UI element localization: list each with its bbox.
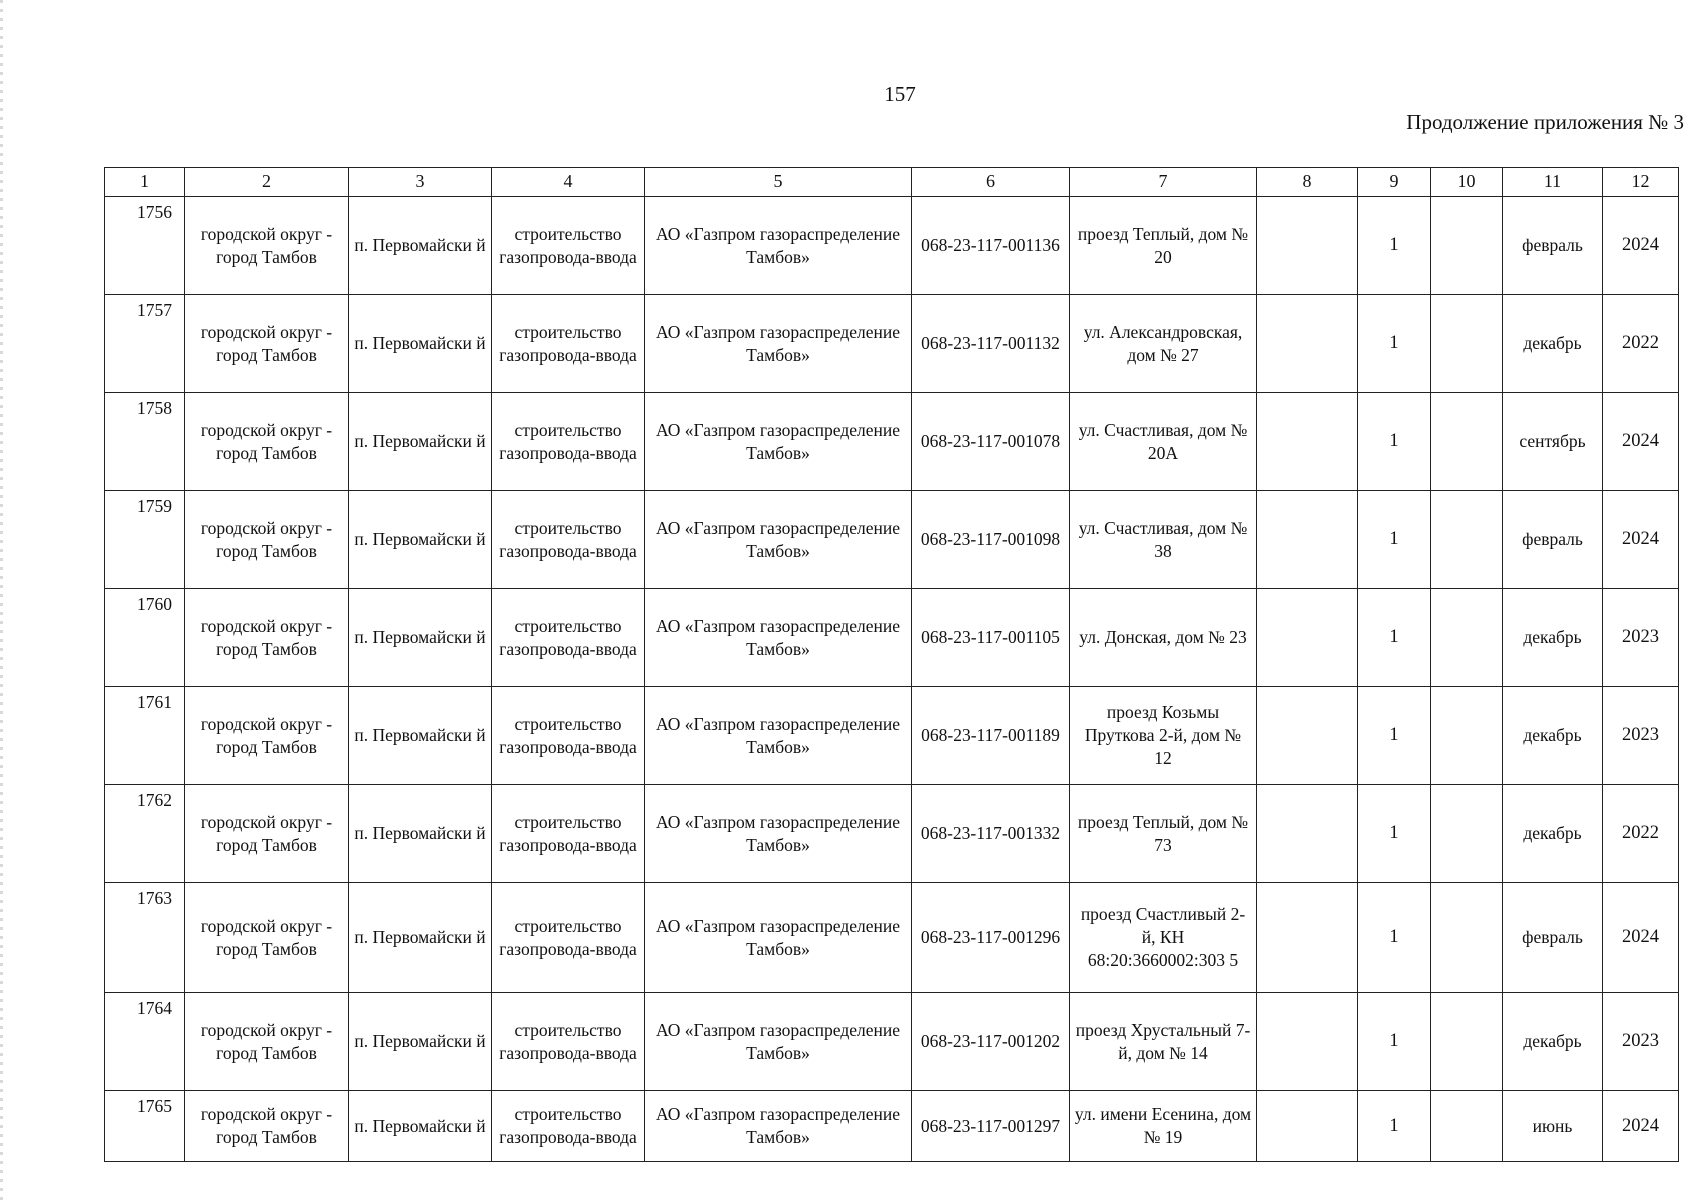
column-10-cell	[1431, 393, 1503, 491]
year-cell	[1603, 295, 1679, 393]
year-cell	[1603, 993, 1679, 1091]
organization-cell	[645, 1091, 912, 1162]
month-cell-text: декабрь	[1523, 725, 1582, 746]
work-type-cell	[492, 883, 645, 993]
row-number-cell	[105, 295, 185, 393]
column-8-cell	[1257, 491, 1358, 589]
organization-cell	[645, 295, 912, 393]
column-10-cell	[1431, 589, 1503, 687]
object-code-cell-text: 068-23-117-001098	[920, 529, 1061, 550]
month-cell-text: февраль	[1522, 927, 1583, 948]
settlement-cell	[349, 197, 492, 295]
settlement-cell	[349, 883, 492, 993]
column-10-cell	[1431, 993, 1503, 1091]
column-8-cell	[1257, 295, 1358, 393]
district-cell	[185, 197, 349, 295]
object-code-cell	[912, 491, 1070, 589]
month-cell-text: сентябрь	[1519, 431, 1586, 452]
month-cell	[1503, 687, 1603, 785]
row-number-cell-text: 1756	[137, 202, 172, 222]
settlement-cell-text: п. Первомайски й	[354, 431, 486, 452]
address-cell	[1070, 393, 1257, 491]
address-cell-text: ул. Счастливая, дом № 20А	[1078, 419, 1248, 463]
district-cell-text: городской округ - город Тамбов	[200, 1019, 333, 1063]
address-cell	[1070, 1091, 1257, 1162]
organization-cell-text: АО «Газпром газораспределение Тамбов»	[656, 1104, 900, 1147]
district-cell-text: городской округ - город Тамбов	[200, 811, 333, 855]
address-cell-text: ул. Счастливая, дом № 38	[1078, 517, 1248, 561]
row-number-cell	[105, 1091, 185, 1162]
object-code-cell	[912, 589, 1070, 687]
district-cell-text: городской округ - город Тамбов	[200, 517, 333, 561]
month-cell-text: декабрь	[1523, 1031, 1582, 1052]
district-cell	[185, 589, 349, 687]
settlement-cell	[349, 785, 492, 883]
settlement-cell	[349, 1091, 492, 1162]
year-cell	[1603, 589, 1679, 687]
month-cell	[1503, 589, 1603, 687]
month-cell	[1503, 883, 1603, 993]
quantity-cell-text: 1	[1389, 627, 1399, 648]
quantity-cell-text: 1	[1389, 927, 1399, 948]
row-number-cell	[105, 785, 185, 883]
settlement-cell-text: п. Первомайски й	[354, 235, 486, 256]
organization-cell-text: АО «Газпром газораспределение Тамбов»	[656, 713, 900, 757]
address-cell	[1070, 589, 1257, 687]
quantity-cell-text: 1	[1389, 1031, 1399, 1052]
address-cell	[1070, 687, 1257, 785]
organization-cell-text: АО «Газпром газораспределение Тамбов»	[656, 223, 900, 267]
settlement-cell-text: п. Первомайски й	[354, 927, 486, 948]
quantity-cell	[1358, 589, 1431, 687]
address-cell	[1070, 197, 1257, 295]
quantity-cell	[1358, 687, 1431, 785]
registry-table	[104, 167, 1679, 1162]
work-type-cell-text: строительство газопровода-ввода	[499, 517, 637, 561]
object-code-cell-text: 068-23-117-001332	[920, 823, 1061, 844]
address-cell-text: проезд Теплый, дом № 73	[1077, 811, 1249, 855]
address-cell	[1070, 491, 1257, 589]
organization-cell-text: АО «Газпром газораспределение Тамбов»	[656, 321, 900, 365]
quantity-cell	[1358, 393, 1431, 491]
column-header-9: 9	[1358, 168, 1431, 197]
work-type-cell-text: строительство газопровода-ввода	[499, 321, 637, 365]
work-type-cell	[492, 589, 645, 687]
column-8-cell	[1257, 1091, 1358, 1162]
object-code-cell	[912, 393, 1070, 491]
work-type-cell	[492, 993, 645, 1091]
organization-cell-text: АО «Газпром газораспределение Тамбов»	[656, 811, 900, 855]
quantity-cell-text: 1	[1389, 1115, 1399, 1136]
year-cell-text: 2024	[1622, 1115, 1659, 1136]
address-cell-text: ул. Александровская, дом № 27	[1083, 321, 1243, 365]
month-cell-text: декабрь	[1523, 333, 1582, 354]
table-row	[105, 491, 1679, 589]
work-type-cell-text: строительство газопровода-ввода	[499, 1104, 637, 1147]
table-row	[105, 1091, 1679, 1162]
column-10-cell	[1431, 785, 1503, 883]
table-row	[105, 687, 1679, 785]
column-header-4: 4	[492, 168, 645, 197]
quantity-cell-text: 1	[1389, 823, 1399, 844]
column-10-cell	[1431, 883, 1503, 993]
year-cell-text: 2023	[1622, 1031, 1659, 1052]
object-code-cell	[912, 993, 1070, 1091]
year-cell-text: 2024	[1622, 927, 1659, 948]
page-number: 157	[884, 82, 916, 106]
settlement-cell	[349, 491, 492, 589]
object-code-cell-text: 068-23-117-001078	[920, 431, 1061, 452]
object-code-cell-text: 068-23-117-001132	[921, 333, 1060, 354]
object-code-cell	[912, 687, 1070, 785]
settlement-cell-text: п. Первомайски й	[354, 627, 486, 648]
organization-cell	[645, 589, 912, 687]
district-cell	[185, 993, 349, 1091]
table-row	[105, 393, 1679, 491]
column-8-cell	[1257, 393, 1358, 491]
organization-cell	[645, 687, 912, 785]
organization-cell-text: АО «Газпром газораспределение Тамбов»	[656, 419, 900, 463]
quantity-cell	[1358, 993, 1431, 1091]
year-cell-text: 2024	[1622, 529, 1659, 550]
object-code-cell-text: 068-23-117-001297	[920, 1115, 1061, 1136]
month-cell	[1503, 393, 1603, 491]
row-number-cell	[105, 393, 185, 491]
year-cell	[1603, 197, 1679, 295]
quantity-cell-text: 1	[1389, 529, 1399, 550]
work-type-cell	[492, 687, 645, 785]
organization-cell	[645, 785, 912, 883]
row-number-cell-text: 1765	[137, 1096, 172, 1116]
organization-cell-text: АО «Газпром газораспределение Тамбов»	[656, 517, 900, 561]
quantity-cell	[1358, 1091, 1431, 1162]
district-cell-text: городской округ - город Тамбов	[200, 1104, 333, 1147]
work-type-cell-text: строительство газопровода-ввода	[499, 1019, 637, 1063]
row-number-cell-text: 1761	[137, 692, 172, 712]
row-number-cell-text: 1762	[137, 790, 172, 810]
column-header-8: 8	[1257, 168, 1358, 197]
address-cell-text: проезд Хрустальный 7-й, дом № 14	[1075, 1019, 1251, 1063]
organization-cell	[645, 491, 912, 589]
column-header-10: 10	[1431, 168, 1503, 197]
month-cell-text: февраль	[1522, 529, 1583, 550]
district-cell-text: городской округ - город Тамбов	[200, 321, 333, 365]
work-type-cell-text: строительство газопровода-ввода	[499, 915, 637, 959]
work-type-cell-text: строительство газопровода-ввода	[499, 713, 637, 757]
district-cell-text: городской округ - город Тамбов	[200, 713, 333, 757]
work-type-cell-text: строительство газопровода-ввода	[499, 615, 637, 659]
column-10-cell	[1431, 1091, 1503, 1162]
column-10-cell	[1431, 295, 1503, 393]
year-cell	[1603, 785, 1679, 883]
row-number-cell	[105, 993, 185, 1091]
row-number-cell	[105, 197, 185, 295]
organization-cell	[645, 393, 912, 491]
address-cell-text: ул. Донская, дом № 23	[1079, 627, 1247, 648]
address-cell	[1070, 993, 1257, 1091]
organization-cell-text: АО «Газпром газораспределение Тамбов»	[656, 1019, 900, 1063]
address-cell	[1070, 295, 1257, 393]
quantity-cell	[1358, 491, 1431, 589]
table-row	[105, 993, 1679, 1091]
year-cell-text: 2022	[1622, 333, 1659, 354]
address-cell	[1070, 883, 1257, 993]
organization-cell-text: АО «Газпром газораспределение Тамбов»	[656, 615, 900, 659]
object-code-cell-text: 068-23-117-001105	[921, 627, 1060, 648]
object-code-cell-text: 068-23-117-001136	[921, 235, 1060, 256]
table-row	[105, 883, 1679, 993]
column-header-5: 5	[645, 168, 912, 197]
year-cell	[1603, 687, 1679, 785]
column-10-cell	[1431, 491, 1503, 589]
district-cell-text: городской округ - город Тамбов	[200, 419, 333, 463]
column-8-cell	[1257, 785, 1358, 883]
column-header-7: 7	[1070, 168, 1257, 197]
object-code-cell-text: 068-23-117-001202	[920, 1031, 1061, 1052]
year-cell	[1603, 393, 1679, 491]
district-cell	[185, 1091, 349, 1162]
quantity-cell	[1358, 883, 1431, 993]
quantity-cell-text: 1	[1389, 725, 1399, 746]
column-10-cell	[1431, 197, 1503, 295]
column-header-12: 12	[1603, 168, 1679, 197]
object-code-cell-text: 068-23-117-001296	[920, 927, 1061, 948]
object-code-cell	[912, 197, 1070, 295]
district-cell	[185, 295, 349, 393]
quantity-cell	[1358, 197, 1431, 295]
quantity-cell-text: 1	[1389, 235, 1399, 256]
row-number-cell-text: 1760	[137, 594, 172, 614]
settlement-cell	[349, 589, 492, 687]
district-cell	[185, 687, 349, 785]
settlement-cell	[349, 295, 492, 393]
address-cell-text: проезд Козьмы Пруткова 2-й, дом № 12	[1084, 702, 1242, 768]
column-8-cell	[1257, 589, 1358, 687]
object-code-cell-text: 068-23-117-001189	[921, 725, 1060, 746]
year-cell-text: 2024	[1622, 431, 1659, 452]
object-code-cell	[912, 1091, 1070, 1162]
work-type-cell	[492, 1091, 645, 1162]
settlement-cell-text: п. Первомайски й	[354, 1115, 486, 1136]
year-cell	[1603, 1091, 1679, 1162]
column-8-cell	[1257, 687, 1358, 785]
settlement-cell-text: п. Первомайски й	[354, 333, 486, 354]
organization-cell-text: АО «Газпром газораспределение Тамбов»	[656, 915, 900, 959]
settlement-cell-text: п. Первомайски й	[354, 1031, 486, 1052]
row-number-cell-text: 1763	[137, 888, 172, 908]
object-code-cell	[912, 295, 1070, 393]
month-cell-text: декабрь	[1523, 627, 1582, 648]
address-cell-text: ул. имени Есенина, дом № 19	[1074, 1104, 1252, 1147]
table-row	[105, 785, 1679, 883]
row-number-cell	[105, 883, 185, 993]
work-type-cell-text: строительство газопровода-ввода	[499, 811, 637, 855]
work-type-cell-text: строительство газопровода-ввода	[499, 223, 637, 267]
settlement-cell-text: п. Первомайски й	[354, 823, 486, 844]
row-number-cell-text: 1757	[137, 300, 172, 320]
district-cell	[185, 785, 349, 883]
column-header-1: 1	[105, 168, 185, 197]
table-body	[105, 197, 1679, 1162]
year-cell	[1603, 491, 1679, 589]
month-cell	[1503, 295, 1603, 393]
scan-edge-artifact	[0, 0, 3, 1200]
row-number-cell-text: 1759	[137, 496, 172, 516]
organization-cell	[645, 197, 912, 295]
address-cell-text: проезд Теплый, дом № 20	[1077, 223, 1249, 267]
month-cell-text: февраль	[1522, 235, 1583, 256]
appendix-continuation-note: Продолжение приложения № 3	[1406, 110, 1684, 134]
district-cell	[185, 883, 349, 993]
row-number-cell	[105, 687, 185, 785]
year-cell-text: 2023	[1622, 627, 1659, 648]
work-type-cell-text: строительство газопровода-ввода	[499, 419, 637, 463]
year-cell-text: 2022	[1622, 823, 1659, 844]
column-header-11: 11	[1503, 168, 1603, 197]
column-header-3: 3	[349, 168, 492, 197]
quantity-cell	[1358, 295, 1431, 393]
quantity-cell-text: 1	[1389, 333, 1399, 354]
month-cell	[1503, 197, 1603, 295]
table-row	[105, 197, 1679, 295]
year-cell-text: 2024	[1622, 235, 1659, 256]
column-header-6: 6	[912, 168, 1070, 197]
quantity-cell-text: 1	[1389, 431, 1399, 452]
table-row	[105, 295, 1679, 393]
column-10-cell	[1431, 687, 1503, 785]
work-type-cell	[492, 295, 645, 393]
month-cell	[1503, 993, 1603, 1091]
year-cell	[1603, 883, 1679, 993]
month-cell	[1503, 1091, 1603, 1162]
row-number-cell	[105, 589, 185, 687]
row-number-cell-text: 1764	[137, 998, 172, 1018]
work-type-cell	[492, 393, 645, 491]
settlement-cell	[349, 993, 492, 1091]
column-8-cell	[1257, 993, 1358, 1091]
work-type-cell	[492, 197, 645, 295]
row-number-cell	[105, 491, 185, 589]
month-cell	[1503, 785, 1603, 883]
column-header-2: 2	[185, 168, 349, 197]
table-header-row	[105, 168, 1679, 197]
row-number-cell-text: 1758	[137, 398, 172, 418]
object-code-cell	[912, 883, 1070, 993]
district-cell	[185, 491, 349, 589]
settlement-cell-text: п. Первомайски й	[354, 529, 486, 550]
address-cell	[1070, 785, 1257, 883]
organization-cell	[645, 993, 912, 1091]
month-cell-text: июнь	[1532, 1115, 1573, 1136]
object-code-cell	[912, 785, 1070, 883]
district-cell	[185, 393, 349, 491]
settlement-cell	[349, 687, 492, 785]
year-cell-text: 2023	[1622, 725, 1659, 746]
district-cell-text: городской округ - город Тамбов	[200, 615, 333, 659]
month-cell-text: декабрь	[1523, 823, 1582, 844]
district-cell-text: городской округ - город Тамбов	[200, 915, 333, 959]
column-8-cell	[1257, 197, 1358, 295]
organization-cell	[645, 883, 912, 993]
table-row	[105, 589, 1679, 687]
settlement-cell	[349, 393, 492, 491]
month-cell	[1503, 491, 1603, 589]
district-cell-text: городской округ - город Тамбов	[200, 223, 333, 267]
address-cell-text: проезд Счастливый 2-й, КН 68:20:3660002:303 5	[1080, 904, 1246, 970]
work-type-cell	[492, 785, 645, 883]
settlement-cell-text: п. Первомайски й	[354, 725, 486, 746]
work-type-cell	[492, 491, 645, 589]
quantity-cell	[1358, 785, 1431, 883]
column-8-cell	[1257, 883, 1358, 993]
